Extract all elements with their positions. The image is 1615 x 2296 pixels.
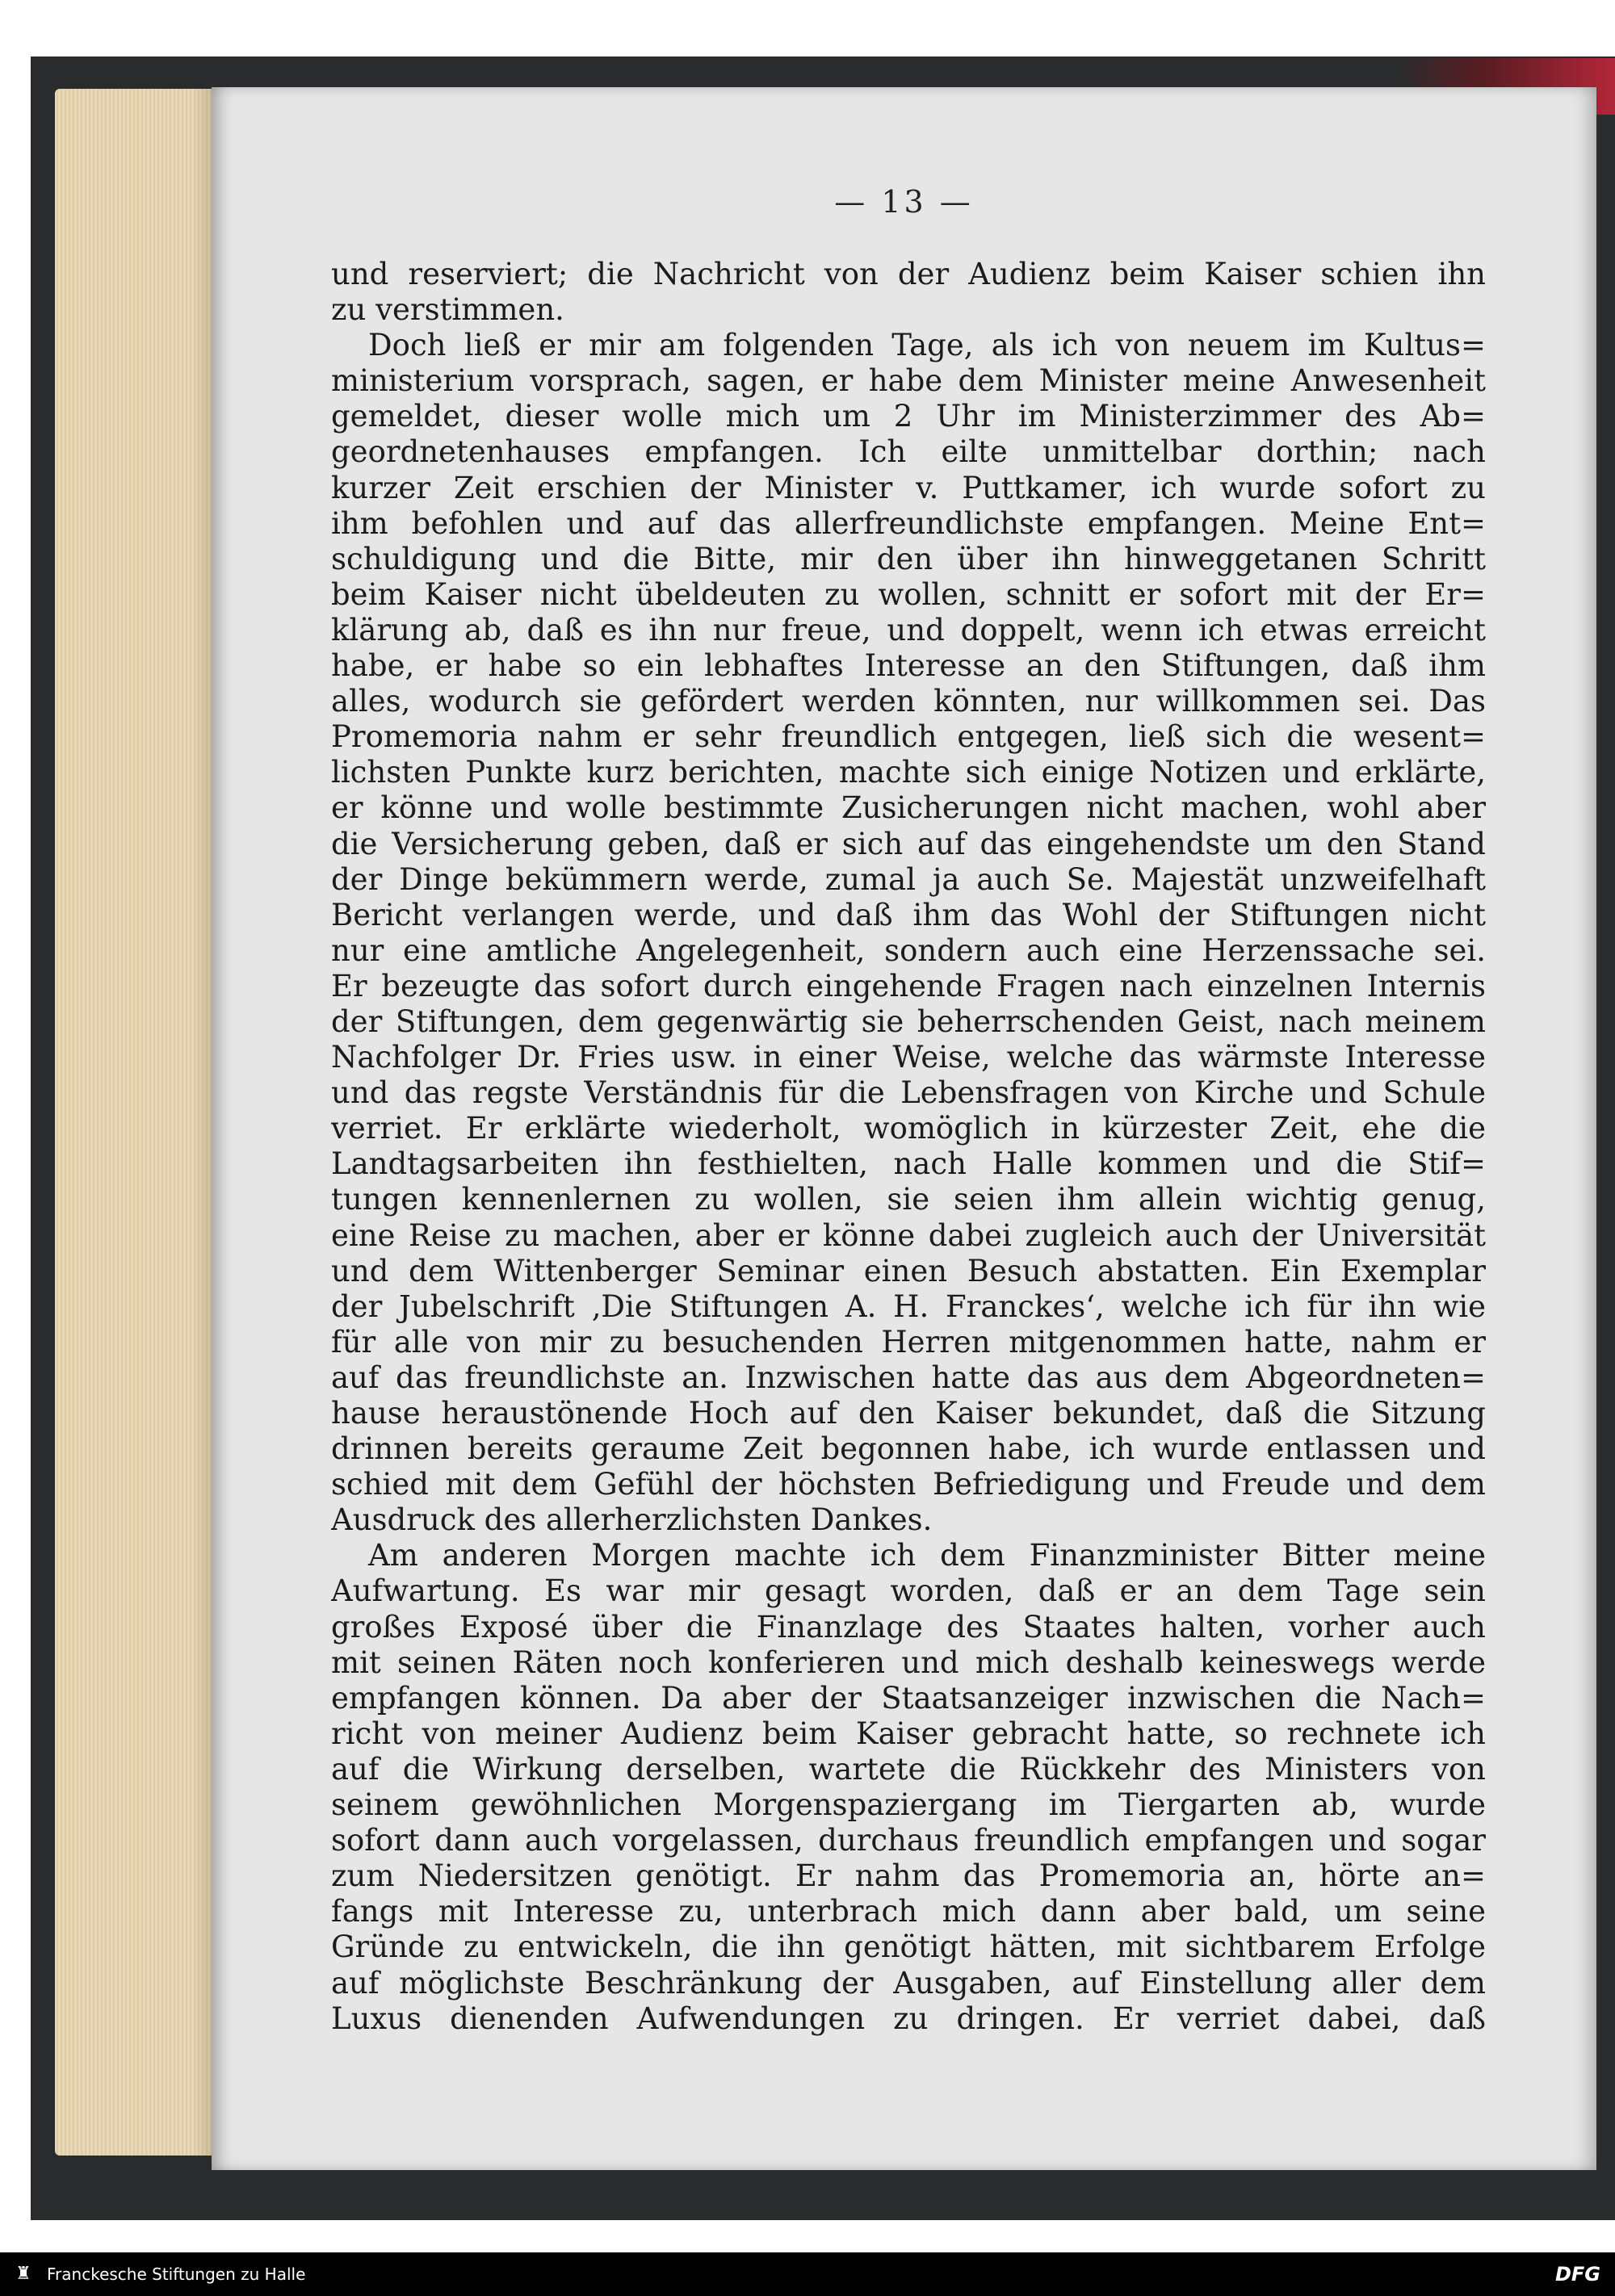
text-line: empfangen können. Da aber der Staatsanzeiger inzwischen die Nach= xyxy=(331,1680,1486,1716)
page-number: — 13 — xyxy=(834,184,974,220)
book-page xyxy=(212,87,1596,2170)
text-line: auf möglichste Beschränkung der Ausgaben, auf Einstellung aller dem xyxy=(331,1965,1486,2001)
text-line: ihm befohlen und auf das allerfreundlichste empfangen. Meine Ent= xyxy=(331,505,1486,541)
text-line: ministerium vorsprach, sagen, er habe dem Minister meine Anwesenheit xyxy=(331,363,1486,399)
text-line: Luxus dienenden Aufwendungen zu dringen. Er verriet dabei, daß xyxy=(331,2001,1486,2036)
text-line: für alle von mir zu besuchenden Herren mitgenommen hatte, nahm er xyxy=(331,1324,1486,1360)
text-line: richt von meiner Audienz beim Kaiser gebracht hatte, so rechnete ich xyxy=(331,1716,1486,1751)
dfg-logo: DFG xyxy=(1554,2263,1600,2286)
text-line: der Jubelschrift ‚Die Stiftungen A. H. Franckes‘, welche ich für ihn wie xyxy=(331,1288,1486,1324)
text-line: der Stiftungen, dem gegenwärtig sie beherrschenden Geist, nach meinem xyxy=(331,1003,1486,1039)
text-line: Er bezeugte das sofort durch eingehende Fragen nach einzelnen Internis xyxy=(331,968,1486,1003)
text-line: kurzer Zeit erschien der Minister v. Puttkamer, ich wurde sofort zu xyxy=(331,470,1486,505)
text-line: beim Kaiser nicht übeldeuten zu wollen, schnitt er sofort mit der Er= xyxy=(331,576,1486,612)
text-line: drinnen bereits geraume Zeit begonnen habe, ich wurde entlassen und xyxy=(331,1431,1486,1467)
text-line: und dem Wittenberger Seminar einen Besuch abstatten. Ein Exemplar xyxy=(331,1253,1486,1288)
text-line: auf das freundlichste an. Inzwischen hatte das aus dem Abgeordneten= xyxy=(331,1360,1486,1395)
text-line: schied mit dem Gefühl der höchsten Befriedigung und Freude und dem xyxy=(331,1467,1486,1502)
text-line: schuldigung und die Bitte, mir den über ihn hinweggetanen Schritt xyxy=(331,541,1486,576)
text-line: Ausdruck des allerherzlichsten Dankes. xyxy=(331,1502,933,1538)
text-line: großes Exposé über die Finanzlage des Staates halten, vorher auch xyxy=(331,1609,1486,1644)
text-line: lichsten Punkte kurz berichten, machte sich einige Notizen und erklärte, xyxy=(331,755,1486,790)
text-line: fangs mit Interesse zu, unterbrach mich dann aber bald, um seine xyxy=(331,1894,1486,1929)
text-line: klärung ab, daß es ihn nur freue, und doppelt, wenn ich etwas erreicht xyxy=(331,612,1486,647)
text-line: alles, wodurch sie gefördert werden könnten, nur willkommen sei. Das xyxy=(331,684,1486,719)
text-line: mit seinen Räten noch konferieren und mich deshalb keineswegs werde xyxy=(331,1644,1486,1680)
text-line: Nachfolger Dr. Fries usw. in einer Weise, welche das wärmste Interesse xyxy=(331,1040,1486,1075)
text-line: habe, er habe so ein lebhaftes Interesse an den Stiftungen, daß ihm xyxy=(331,648,1486,684)
text-line: hause heraustönende Hoch auf den Kaiser bekundet, daß die Sitzung xyxy=(331,1396,1486,1431)
text-line: Doch ließ er mir am folgenden Tage, als ich von neuem im Kultus= xyxy=(368,328,1486,363)
text-line: Gründe zu entwickeln, die ihn genötigt hätten, mit sichtbarem Erfolge xyxy=(331,1929,1486,1965)
text-line: der Dinge bekümmern werde, zumal ja auch Se. Majestät unzweifelhaft xyxy=(331,861,1486,897)
text-line: und reserviert; die Nachricht von der Audienz beim Kaiser schien ihn xyxy=(331,257,1486,291)
text-line: auf die Wirkung derselben, wartete die Rückkehr des Ministers von xyxy=(331,1751,1486,1787)
text-line: zum Niedersitzen genötigt. Er nahm das Promemoria an, hörte an= xyxy=(331,1858,1486,1894)
footer-institution-label: Franckesche Stiftungen zu Halle xyxy=(47,2265,306,2284)
text-line: er könne und wolle bestimmte Zusicherungen nicht machen, wohl aber xyxy=(331,790,1486,826)
text-line: Bericht verlangen werde, und daß ihm das Wohl der Stiftungen nicht xyxy=(331,897,1486,932)
foundation-logo-icon: ♜ xyxy=(15,2264,31,2284)
text-line: und das regste Verständnis für die Lebensfragen von Kirche und Schule xyxy=(331,1075,1486,1111)
text-line: zu verstimmen. xyxy=(331,292,564,328)
text-line: Landtagsarbeiten ihn festhielten, nach Halle kommen und die Stif= xyxy=(331,1146,1486,1182)
text-line: sofort dann auch vorgelassen, durchaus freundlich empfangen und sogar xyxy=(331,1823,1486,1858)
text-line: Promemoria nahm er sehr freundlich entgegen, ließ sich die wesent= xyxy=(331,719,1486,755)
footer-bar xyxy=(0,2252,1615,2296)
text-line: geordnetenhauses empfangen. Ich eilte unmittelbar dorthin; nach xyxy=(331,434,1486,470)
text-line: Am anderen Morgen machte ich dem Finanzminister Bitter meine xyxy=(368,1538,1486,1573)
text-line: seinem gewöhnlichen Morgenspaziergang im Tiergarten ab, wurde xyxy=(331,1787,1486,1823)
page-text xyxy=(331,257,1486,2037)
text-line: verriet. Er erklärte wiederholt, womöglich in kürzester Zeit, ehe die xyxy=(331,1111,1486,1146)
text-line: nur eine amtliche Angelegenheit, sondern auch eine Herzenssache sei. xyxy=(331,932,1486,968)
text-line: tungen kennenlernen zu wollen, sie seien ihm allein wichtig genug, xyxy=(331,1182,1486,1217)
text-line: die Versicherung geben, daß er sich auf das eingehendste um den Stand xyxy=(331,826,1486,861)
text-line: gemeldet, dieser wolle mich um 2 Uhr im Ministerzimmer des Ab= xyxy=(331,399,1486,434)
text-line: eine Reise zu machen, aber er könne dabei zugleich auch der Universität xyxy=(331,1217,1486,1253)
text-line: Aufwartung. Es war mir gesagt worden, daß er an dem Tage sein xyxy=(331,1573,1486,1609)
page-block-edge xyxy=(55,89,216,2156)
